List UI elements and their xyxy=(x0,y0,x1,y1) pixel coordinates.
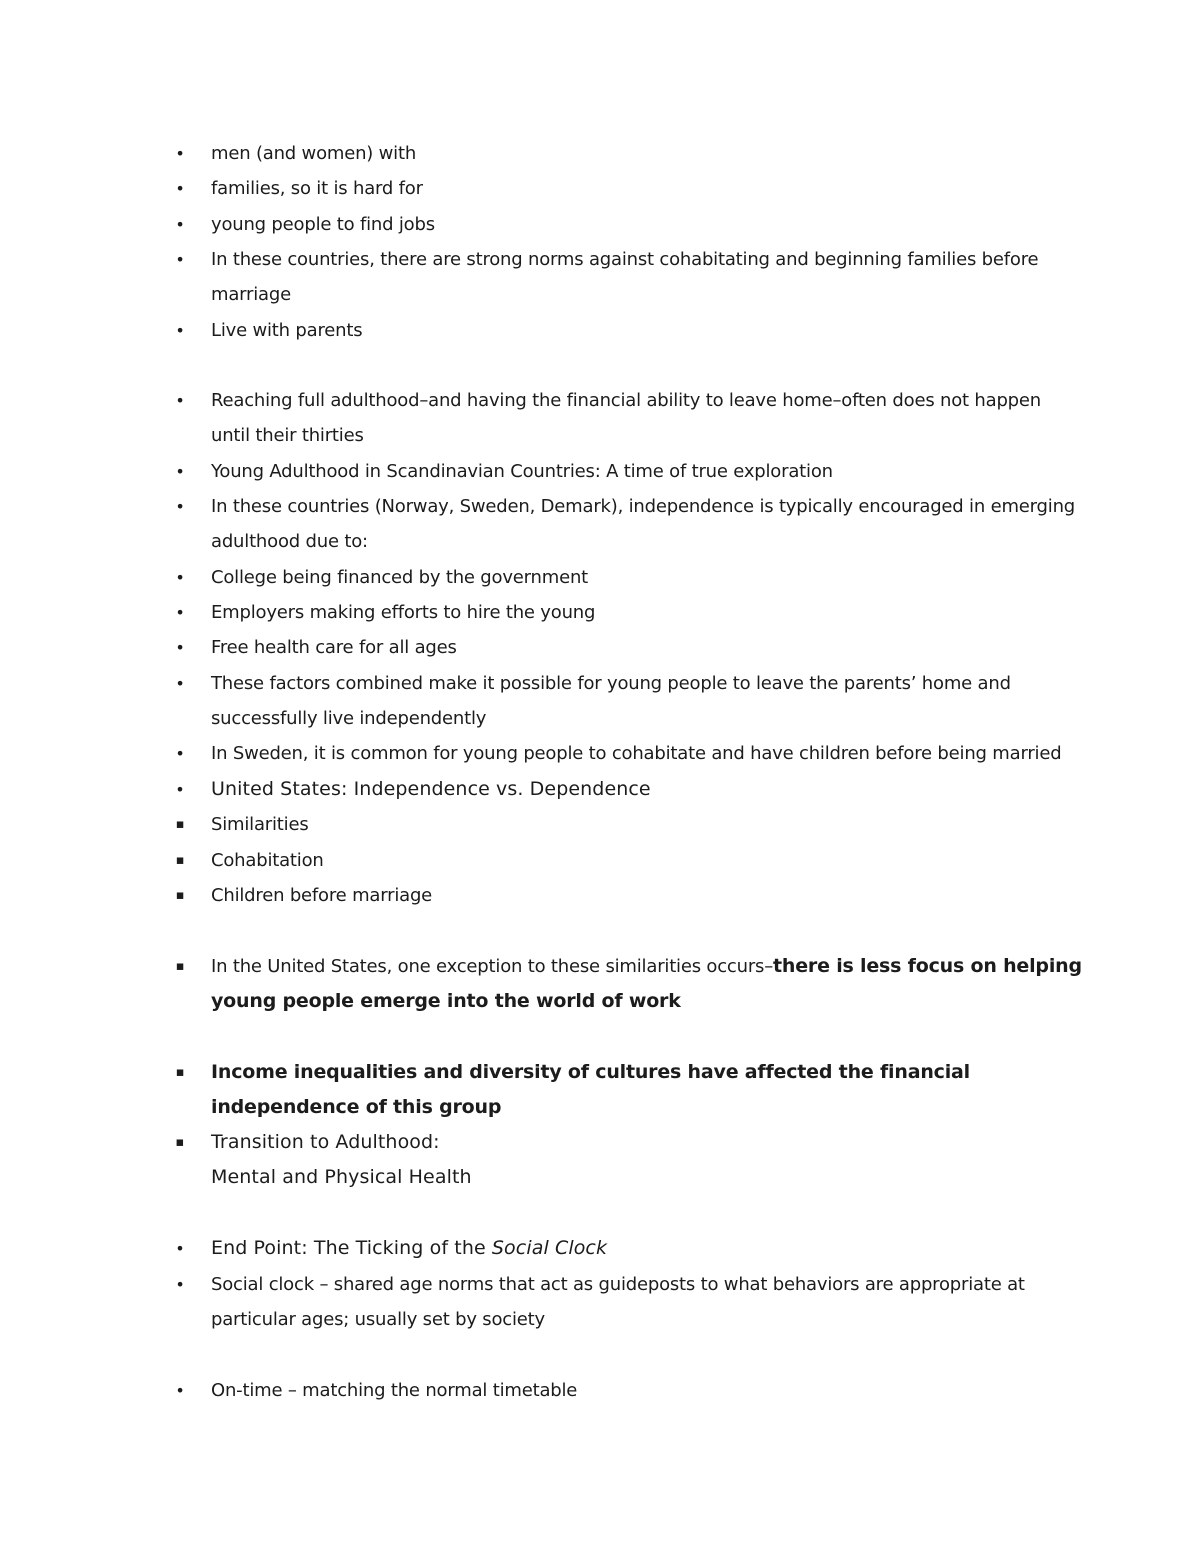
list-item-text-normal: In the United States, one exception to these similarities occurs– xyxy=(211,956,774,977)
list-item xyxy=(175,383,1061,454)
bullet: ▪ xyxy=(175,1065,185,1080)
list-item-text-continued: young people emerge into the world of work xyxy=(211,990,681,1013)
bullet: • xyxy=(175,744,185,763)
list-item-text: In these countries, there are strong norms against cohabitating and beginning families before xyxy=(211,249,1039,270)
list-item-text: In these countries (Norway, Sweden, Demark), independence is typically encouraged in emerging xyxy=(211,496,1076,517)
bullet: • xyxy=(175,568,185,587)
list-item-text: Young Adulthood in Scandinavian Countries: A time of true exploration xyxy=(211,461,833,482)
list-item-text-continued: Mental and Physical Health xyxy=(211,1166,472,1189)
list-item xyxy=(175,1231,1061,1266)
list-item xyxy=(175,171,1061,206)
list-item-text-continued: independence of this group xyxy=(211,1096,502,1119)
list-item-text-italic: Social Clock xyxy=(491,1237,608,1259)
list-item-text: Income inequalities and diversity of cultures have affected the financial xyxy=(211,1061,970,1083)
list-item-text: Live with parents xyxy=(211,320,363,341)
bullet: ▪ xyxy=(175,959,185,974)
bullet: • xyxy=(175,1275,185,1294)
list-item xyxy=(175,1373,1061,1408)
list-item-text-bold: there is less focus on helping xyxy=(773,955,1082,977)
bullet: ▪ xyxy=(175,853,185,868)
bullet: ▪ xyxy=(175,888,185,903)
list-item-text: Transition to Adulthood: xyxy=(211,1131,440,1153)
list-item-text xyxy=(211,949,1082,984)
bullet: • xyxy=(175,179,185,198)
list-item-text-continued: until their thirties xyxy=(211,425,364,447)
bullet: • xyxy=(175,144,185,163)
list-item-text-continued: adulthood due to: xyxy=(211,531,368,553)
list-item xyxy=(175,595,1061,630)
list-item xyxy=(175,630,1061,665)
list-item xyxy=(175,560,1061,595)
list-item-text-continued: particular ages; usually set by society xyxy=(211,1309,545,1331)
bullet: • xyxy=(175,603,185,622)
list-item xyxy=(175,454,1061,489)
bullet: ▪ xyxy=(175,817,185,832)
list-item-text: men (and women) with xyxy=(211,143,417,164)
bullet: • xyxy=(175,321,185,340)
list-item-text: Employers making efforts to hire the young xyxy=(211,602,596,623)
list-item xyxy=(175,136,1061,171)
list-item xyxy=(175,489,1076,560)
list-item-text: Cohabitation xyxy=(211,850,324,871)
list-item xyxy=(175,843,1061,878)
bullet: • xyxy=(175,1381,185,1400)
list-item-text xyxy=(211,1231,1061,1266)
list-item xyxy=(175,807,1061,842)
list-item-text-continued: marriage xyxy=(211,284,291,306)
list-item xyxy=(175,1055,1061,1126)
list-item xyxy=(175,736,1062,771)
list-item-text: families, so it is hard for xyxy=(211,178,423,199)
list-item-text: Reaching full adulthood–and having the financial ability to leave home–often does not happen xyxy=(211,390,1041,411)
bullet: • xyxy=(175,391,185,410)
list-item-text: These factors combined make it possible for young people to leave the parents’ home and xyxy=(211,673,1011,694)
list-item xyxy=(175,313,1061,348)
list-item xyxy=(175,1267,1061,1338)
bullet: • xyxy=(175,250,185,269)
bullet: • xyxy=(175,462,185,481)
list-item xyxy=(175,949,1082,1020)
list-item-text-normal: End Point: The Ticking of the xyxy=(211,1237,492,1259)
bullet: • xyxy=(175,215,185,234)
list-item-text: Children before marriage xyxy=(211,885,433,906)
bullet: • xyxy=(175,780,185,799)
list-item-text: Social clock – shared age norms that act as guideposts to what behaviors are appropriate at xyxy=(211,1274,1025,1295)
list-item xyxy=(175,772,1061,807)
list-item-text: In Sweden, it is common for young people to cohabitate and have children before being married xyxy=(211,743,1062,764)
list-item-text: On-time – matching the normal timetable xyxy=(211,1380,578,1401)
list-item-text: Free health care for all ages xyxy=(211,637,457,658)
bullet: • xyxy=(175,674,185,693)
list-item-text: young people to find jobs xyxy=(211,214,435,235)
bullet: • xyxy=(175,638,185,657)
list-item xyxy=(175,666,1061,737)
list-item-text-continued: successfully live independently xyxy=(211,708,487,730)
list-item-text: United States: Independence vs. Dependence xyxy=(211,778,651,800)
list-item-text: College being financed by the government xyxy=(211,567,589,588)
list-item xyxy=(175,207,1061,242)
bullet: • xyxy=(175,497,185,516)
bullet: ▪ xyxy=(175,1135,185,1150)
list-item-text: Similarities xyxy=(211,814,309,835)
bullet: • xyxy=(175,1239,185,1258)
list-item xyxy=(175,878,1061,913)
list-item xyxy=(175,1125,1061,1196)
list-item xyxy=(175,242,1061,313)
